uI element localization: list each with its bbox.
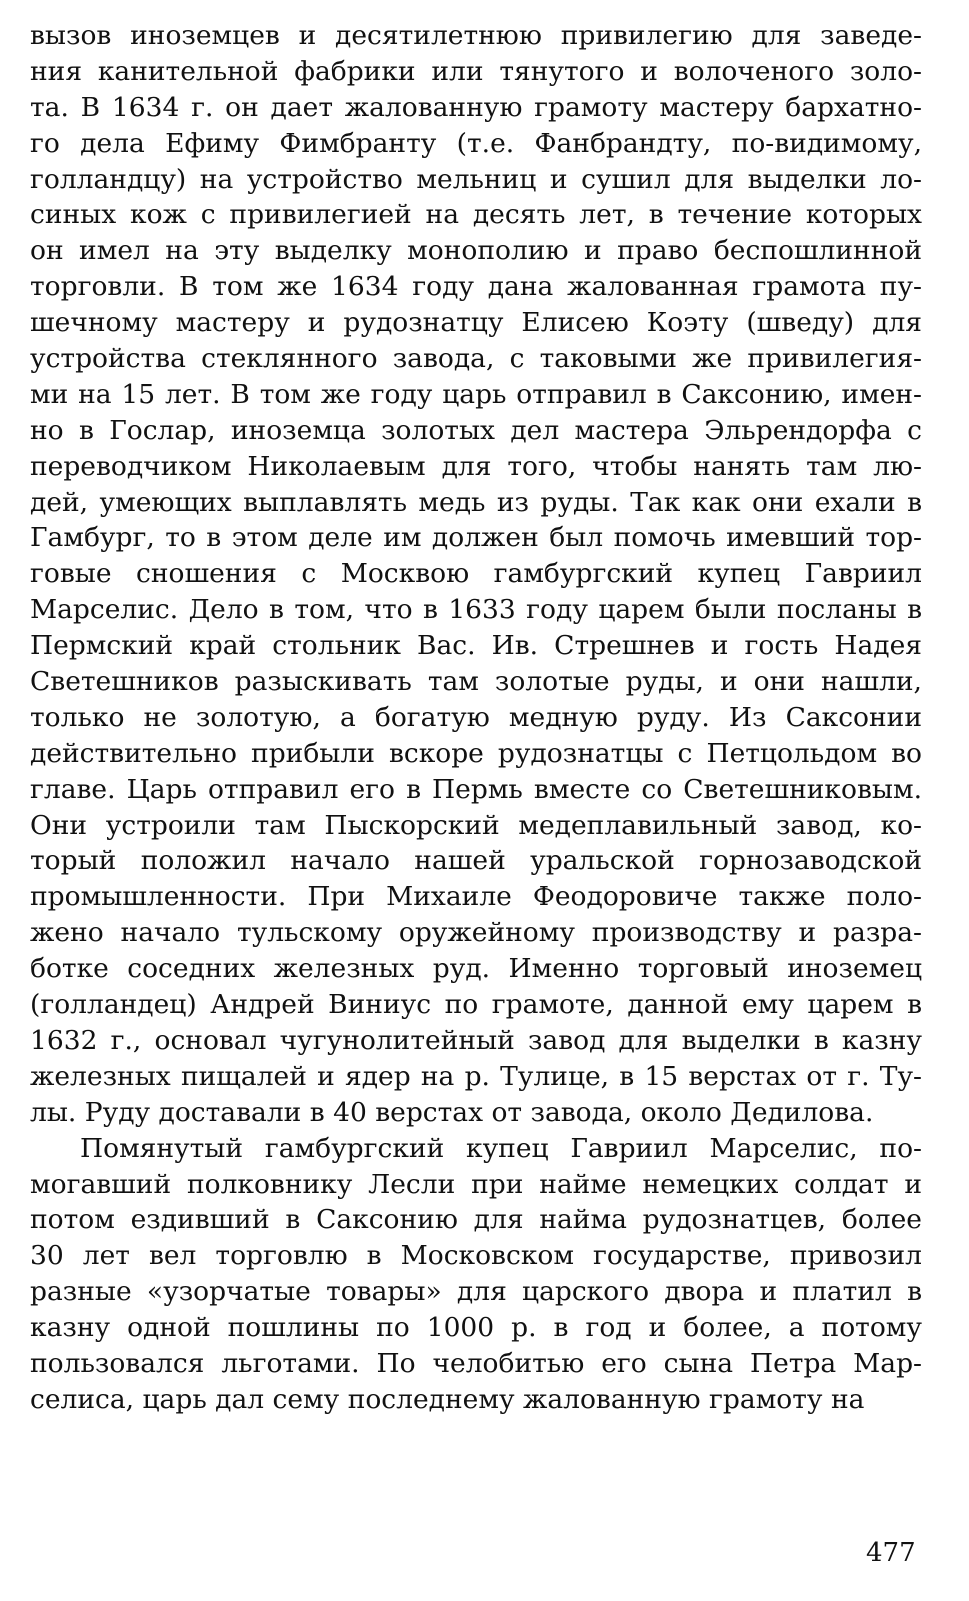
text-line: действительно прибыли вскоре рудознатцы с Петцольдом во (30, 737, 922, 769)
text-line: 30 лет вел торговлю в Московском государстве, привозил (30, 1240, 922, 1272)
text-line: торый положил начало нашей уральской горнозаводской (30, 845, 922, 877)
text-line: казну одной пошлины по 1000 р. в год и более, а потому (30, 1312, 922, 1344)
text-line: железных пищалей и ядер на р. Тулице, в 15 верстах от г. Ту- (30, 1060, 922, 1092)
text-line: говые сношения с Москвою гамбургский купец Гавриил (30, 558, 922, 590)
text-line: дей, умеющих выплавлять медь из руды. Так как они ехали в (30, 486, 922, 518)
text-line: разные «узорчатые товары» для царского двора и платил в (30, 1276, 922, 1308)
text-line: ботке соседних железных руд. Именно торговый иноземец (30, 953, 922, 985)
text-line: Светешников разыскивать там золотые руды, и они нашли, (30, 666, 922, 698)
page-number: 477 (866, 1538, 916, 1568)
paragraph (30, 18, 922, 1131)
text-line: он имел на эту выделку монополию и право беспошлинной (30, 235, 922, 267)
text-line: лы. Руду доставали в 40 верстах от завода, около Дедилова. (30, 1096, 874, 1128)
text-line: синых кож с привилегией на десять лет, в течение которых (30, 199, 922, 231)
text-line: вызов иноземцев и десятилетнюю привилегию для заведе- (30, 20, 922, 51)
text-line: устройства стеклянного завода, с таковыми же привилегия- (30, 343, 922, 375)
text-line: переводчиком Николаевым для того, чтобы нанять там лю- (30, 450, 922, 482)
text-line: Марселис. Дело в том, что в 1633 году царем были посланы в (30, 594, 922, 626)
text-line: главе. Царь отправил его в Пермь вместе со Светешниковым. (30, 773, 922, 805)
text-line: Пермский край стольник Вас. Ив. Стрешнев и гость Надея (30, 630, 922, 662)
text-line: ми на 15 лет. В том же году царь отправил в Саксонию, имен- (30, 378, 922, 410)
text-line: (голландец) Андрей Виниус по грамоте, данной ему царем в (30, 989, 922, 1021)
page-body-text (30, 18, 922, 1418)
text-line: торговли. В том же 1634 году дана жалованная грамота пу- (30, 271, 922, 303)
text-line: Гамбург, то в этом деле им должен был помочь имевший тор- (30, 522, 922, 554)
text-line: потом ездивший в Саксонию для найма рудознатцев, более (30, 1204, 922, 1236)
text-line: жено начало тульскому оружейному производству и разра- (30, 917, 922, 949)
text-line: селиса, царь дал сему последнему жалованную грамоту на (30, 1383, 865, 1415)
text-line: та. В 1634 г. он дает жалованную грамоту мастеру бархатно- (30, 91, 922, 123)
text-line: шечному мастеру и рудознатцу Елисею Коэту (шведу) для (30, 307, 922, 339)
text-line: го дела Ефиму Фимбранту (т.е. Фанбрандту, по-видимому, (30, 127, 922, 159)
text-line: голландцу) на устройство мельниц и сушил для выделки ло- (30, 163, 922, 195)
text-line: пользовался льготами. По челобитью его сына Петра Мар- (30, 1347, 922, 1379)
text-line: 1632 г., основал чугунолитейный завод для выделки в казну (30, 1024, 922, 1056)
text-line: ния канительной фабрики или тянутого и волоченого золо- (30, 55, 922, 87)
text-line: могавший полковнику Лесли при найме немецких солдат и (30, 1168, 922, 1200)
text-line: только не золотую, а богатую медную руду. Из Саксонии (30, 701, 922, 733)
text-line: Они устроили там Пыскорский медеплавильный завод, ко- (30, 809, 922, 841)
text-line: Помянутый гамбургский купец Гавриил Марселис, по- (80, 1132, 922, 1164)
paragraph (30, 1131, 922, 1418)
text-line: но в Гослар, иноземца золотых дел мастера Эльрендорфа с (30, 414, 922, 446)
text-line: промышленности. При Михаиле Феодоровиче также поло- (30, 881, 922, 913)
